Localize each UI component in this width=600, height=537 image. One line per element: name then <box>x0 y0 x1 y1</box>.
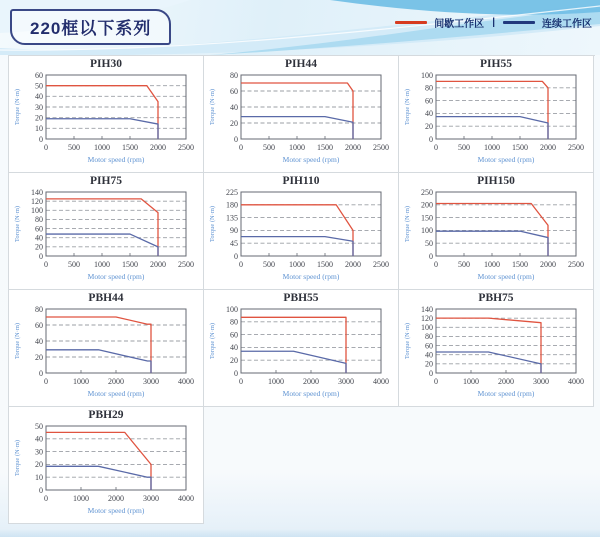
svg-text:80: 80 <box>424 332 433 342</box>
chart-title: PIH55 <box>480 58 512 70</box>
continuous-line-swatch <box>503 21 535 24</box>
svg-text:Torque (N·m): Torque (N·m) <box>208 205 216 243</box>
chart-title: PBH55 <box>283 292 319 304</box>
svg-text:Torque (N·m): Torque (N·m) <box>13 322 21 360</box>
svg-text:0: 0 <box>233 251 238 261</box>
svg-text:60: 60 <box>229 86 238 96</box>
svg-text:0: 0 <box>433 143 438 152</box>
svg-text:Torque (N·m): Torque (N·m) <box>403 205 411 243</box>
svg-text:2000: 2000 <box>107 494 124 503</box>
svg-text:60: 60 <box>34 71 43 80</box>
svg-text:2000: 2000 <box>539 143 556 152</box>
svg-text:2500: 2500 <box>177 143 194 152</box>
svg-text:50: 50 <box>34 81 43 91</box>
svg-text:500: 500 <box>262 143 275 152</box>
series-title: 220框以下系列 <box>10 9 171 45</box>
svg-text:20: 20 <box>34 113 43 123</box>
svg-text:2000: 2000 <box>302 377 319 386</box>
svg-text:Motor speed (rpm): Motor speed (rpm) <box>87 389 144 398</box>
svg-text:0: 0 <box>433 377 438 386</box>
svg-text:20: 20 <box>34 242 43 252</box>
svg-text:1500: 1500 <box>316 260 333 269</box>
svg-text:50: 50 <box>424 239 433 248</box>
svg-text:0: 0 <box>238 377 243 386</box>
svg-text:1000: 1000 <box>462 377 479 386</box>
svg-text:1000: 1000 <box>267 377 284 386</box>
chart-plot <box>10 422 203 520</box>
svg-text:250: 250 <box>420 188 433 197</box>
svg-text:10: 10 <box>34 473 43 482</box>
svg-text:80: 80 <box>229 317 238 327</box>
svg-text:0: 0 <box>38 368 43 378</box>
page-header <box>0 0 600 55</box>
svg-text:Motor speed (rpm): Motor speed (rpm) <box>282 155 339 164</box>
svg-text:2500: 2500 <box>567 143 584 152</box>
svg-text:Motor speed (rpm): Motor speed (rpm) <box>477 272 534 281</box>
svg-text:40: 40 <box>34 233 43 243</box>
svg-text:Motor speed (rpm): Motor speed (rpm) <box>87 506 144 515</box>
chart-plot <box>400 305 593 403</box>
svg-text:120: 120 <box>420 313 433 323</box>
svg-text:500: 500 <box>457 260 470 269</box>
svg-text:100: 100 <box>30 206 43 216</box>
svg-text:140: 140 <box>30 188 43 197</box>
svg-text:0: 0 <box>428 368 433 378</box>
svg-text:2500: 2500 <box>177 260 194 269</box>
svg-text:100: 100 <box>420 323 433 333</box>
svg-text:100: 100 <box>225 305 238 314</box>
svg-text:40: 40 <box>424 350 433 360</box>
svg-text:Motor speed (rpm): Motor speed (rpm) <box>477 389 534 398</box>
bottom-decorative-strip <box>0 529 600 537</box>
chart-title: PIH30 <box>90 58 122 70</box>
svg-text:100: 100 <box>420 71 433 80</box>
chart-cell-PIH55 <box>399 56 594 173</box>
svg-text:Torque (N·m): Torque (N·m) <box>13 205 21 243</box>
svg-text:Torque (N·m): Torque (N·m) <box>403 322 411 360</box>
svg-text:20: 20 <box>424 122 433 131</box>
svg-text:40: 40 <box>229 343 238 353</box>
svg-text:2000: 2000 <box>149 260 166 269</box>
svg-text:50: 50 <box>34 422 43 431</box>
svg-text:1500: 1500 <box>121 143 138 152</box>
svg-text:3000: 3000 <box>142 494 159 503</box>
svg-text:30: 30 <box>34 102 43 112</box>
svg-text:1000: 1000 <box>93 143 110 152</box>
chart-plot <box>10 305 203 403</box>
svg-text:Motor speed (rpm): Motor speed (rpm) <box>477 155 534 164</box>
svg-text:20: 20 <box>34 352 43 362</box>
chart-cell-PBH55 <box>204 290 399 407</box>
svg-text:0: 0 <box>233 368 238 378</box>
svg-text:1500: 1500 <box>511 143 528 152</box>
svg-text:40: 40 <box>34 92 43 102</box>
svg-text:60: 60 <box>34 320 43 330</box>
svg-text:0: 0 <box>238 143 243 152</box>
svg-text:1000: 1000 <box>72 377 89 386</box>
svg-text:135: 135 <box>225 213 238 223</box>
legend <box>395 15 592 30</box>
svg-text:1500: 1500 <box>316 143 333 152</box>
svg-text:1000: 1000 <box>93 260 110 269</box>
svg-text:Torque (N·m): Torque (N·m) <box>208 88 216 126</box>
svg-text:120: 120 <box>30 196 43 206</box>
svg-text:1000: 1000 <box>483 143 500 152</box>
svg-text:140: 140 <box>420 305 433 314</box>
svg-text:40: 40 <box>34 434 43 444</box>
svg-text:4000: 4000 <box>177 494 194 503</box>
chart-plot <box>10 71 203 169</box>
svg-text:80: 80 <box>229 71 238 80</box>
svg-text:1500: 1500 <box>121 260 138 269</box>
svg-text:2500: 2500 <box>567 260 584 269</box>
chart-cell-PIH150 <box>399 173 594 290</box>
svg-text:10: 10 <box>34 124 43 134</box>
svg-text:500: 500 <box>67 260 80 269</box>
svg-text:40: 40 <box>229 102 238 112</box>
svg-text:0: 0 <box>238 260 243 269</box>
svg-text:500: 500 <box>262 260 275 269</box>
svg-text:2000: 2000 <box>344 260 361 269</box>
svg-text:2000: 2000 <box>344 143 361 152</box>
svg-text:3000: 3000 <box>532 377 549 386</box>
svg-text:80: 80 <box>424 83 433 93</box>
svg-text:0: 0 <box>433 260 438 269</box>
legend-label-continuous: 连续工作区 <box>542 19 592 30</box>
chart-cell-PIH44 <box>204 56 399 173</box>
chart-plot <box>205 305 398 403</box>
svg-text:20: 20 <box>424 359 433 369</box>
chart-plot <box>400 188 593 286</box>
svg-text:1000: 1000 <box>72 494 89 503</box>
svg-text:0: 0 <box>428 134 433 144</box>
svg-text:30: 30 <box>34 447 43 457</box>
svg-text:Motor speed (rpm): Motor speed (rpm) <box>87 155 144 164</box>
svg-text:1000: 1000 <box>288 143 305 152</box>
svg-text:Motor speed (rpm): Motor speed (rpm) <box>282 272 339 281</box>
svg-text:0: 0 <box>43 143 48 152</box>
svg-text:60: 60 <box>424 96 433 106</box>
svg-text:0: 0 <box>43 260 48 269</box>
svg-text:225: 225 <box>225 188 238 197</box>
svg-text:45: 45 <box>229 239 238 248</box>
legend-label-intermittent: 间歇工作区 <box>434 19 485 30</box>
svg-text:2000: 2000 <box>539 260 556 269</box>
svg-text:2500: 2500 <box>372 143 389 152</box>
svg-text:20: 20 <box>34 460 43 470</box>
chart-title: PBH75 <box>478 292 514 304</box>
svg-text:Torque (N·m): Torque (N·m) <box>13 88 21 126</box>
svg-text:2500: 2500 <box>372 260 389 269</box>
svg-text:100: 100 <box>420 226 433 236</box>
svg-text:0: 0 <box>43 494 48 503</box>
svg-text:180: 180 <box>225 200 238 210</box>
intermittent-line-swatch <box>395 21 427 24</box>
svg-text:20: 20 <box>229 356 238 365</box>
svg-text:4000: 4000 <box>372 377 389 386</box>
svg-text:Motor speed (rpm): Motor speed (rpm) <box>87 272 144 281</box>
svg-text:1000: 1000 <box>483 260 500 269</box>
legend-separator: | <box>492 17 495 28</box>
svg-text:80: 80 <box>34 215 43 225</box>
svg-text:0: 0 <box>428 251 433 261</box>
chart-cell-PIH110 <box>204 173 399 290</box>
svg-text:2000: 2000 <box>149 143 166 152</box>
svg-text:4000: 4000 <box>177 377 194 386</box>
chart-title: PIH75 <box>90 175 122 187</box>
svg-text:80: 80 <box>34 305 43 314</box>
chart-plot <box>205 71 398 169</box>
svg-text:2000: 2000 <box>497 377 514 386</box>
svg-text:0: 0 <box>233 134 238 144</box>
svg-text:4000: 4000 <box>567 377 584 386</box>
chart-plot <box>205 188 398 286</box>
chart-title: PIH110 <box>282 175 320 187</box>
chart-plot <box>10 188 203 286</box>
chart-title: PBH44 <box>88 292 124 304</box>
svg-text:3000: 3000 <box>337 377 354 386</box>
svg-text:90: 90 <box>229 226 238 236</box>
svg-text:60: 60 <box>34 224 43 234</box>
chart-cell-PBH44 <box>9 290 204 407</box>
svg-text:Torque (N·m): Torque (N·m) <box>403 88 411 126</box>
svg-text:500: 500 <box>67 143 80 152</box>
chart-cell-PBH29 <box>9 407 204 524</box>
chart-cell-PIH75 <box>9 173 204 290</box>
svg-text:Torque (N·m): Torque (N·m) <box>13 439 21 477</box>
svg-text:Torque (N·m): Torque (N·m) <box>208 322 216 360</box>
chart-title: PIH150 <box>477 175 515 187</box>
svg-text:200: 200 <box>420 200 433 210</box>
svg-text:0: 0 <box>38 251 43 261</box>
svg-text:2000: 2000 <box>107 377 124 386</box>
svg-text:1000: 1000 <box>288 260 305 269</box>
svg-text:0: 0 <box>38 485 43 495</box>
chart-title: PIH44 <box>285 58 317 70</box>
svg-text:500: 500 <box>457 143 470 152</box>
svg-text:60: 60 <box>229 330 238 340</box>
chart-plot <box>400 71 593 169</box>
svg-text:150: 150 <box>420 213 433 223</box>
svg-text:40: 40 <box>424 109 433 119</box>
chart-title: PBH29 <box>88 409 124 421</box>
chart-grid <box>8 55 595 524</box>
svg-text:Motor speed (rpm): Motor speed (rpm) <box>282 389 339 398</box>
svg-text:20: 20 <box>229 118 238 128</box>
svg-text:60: 60 <box>424 341 433 351</box>
svg-text:0: 0 <box>38 134 43 144</box>
svg-text:3000: 3000 <box>142 377 159 386</box>
svg-text:0: 0 <box>43 377 48 386</box>
svg-text:40: 40 <box>34 336 43 346</box>
svg-text:1500: 1500 <box>511 260 528 269</box>
chart-cell-PBH75 <box>399 290 594 407</box>
chart-cell-PIH30 <box>9 56 204 173</box>
